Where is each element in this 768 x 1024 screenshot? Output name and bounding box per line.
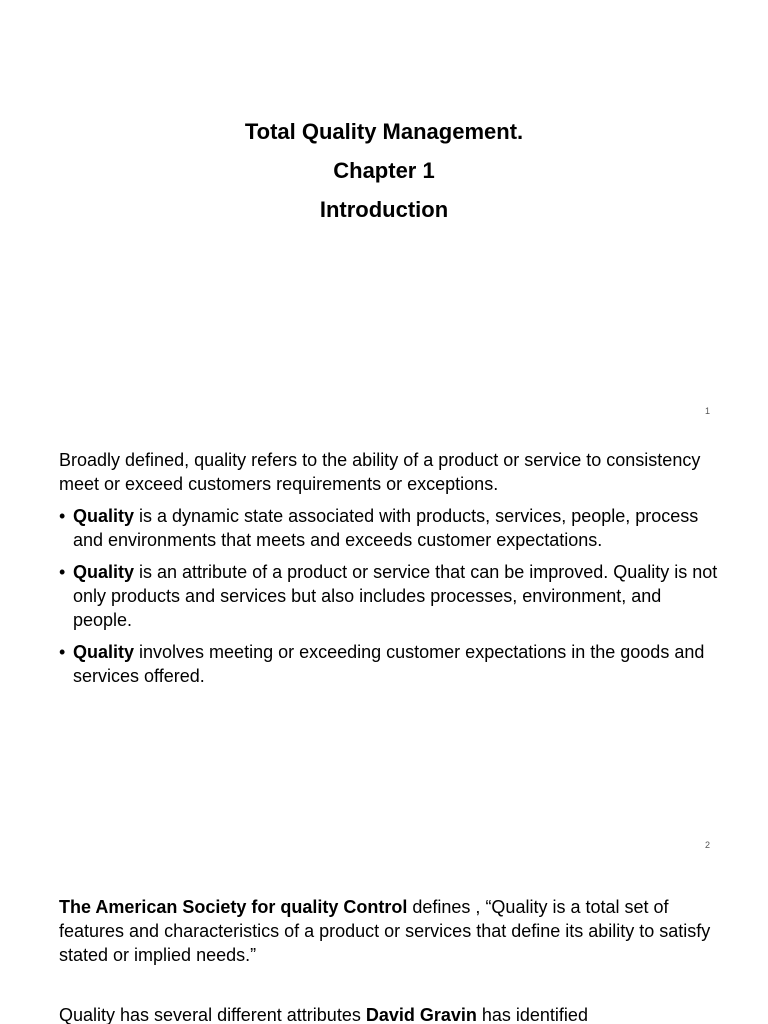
slide-2: [0, 430, 768, 860]
definition-paragraph: [59, 895, 719, 967]
slide-1: [0, 0, 768, 430]
slide-2-content: [59, 448, 719, 688]
title-line-3: Introduction: [319, 197, 449, 222]
definition-text: defines , “Quality is a total set of features and characteristics of a product or services that define its ability to satisfy stated or implied needs.”: [59, 897, 711, 965]
bullet-term: Quality: [73, 642, 135, 662]
title-line-2: Chapter 1: [333, 158, 435, 183]
attributes-text: Quality has several different attributes: [59, 1005, 366, 1024]
bullet-term: Quality: [73, 506, 135, 526]
bullet-term: Quality: [73, 562, 135, 582]
bullet-text: is a dynamic state associated with products, services, people, process and environments that meets and exceeds customer expectations.: [73, 506, 699, 550]
slide-3: [0, 860, 768, 1024]
attributes-text-after: has identified: [476, 1005, 588, 1024]
author-name: David Gravin: [365, 1005, 477, 1024]
intro-paragraph: Broadly defined, quality refers to the ability of a product or service to consistency meet or exceed customers requirements or exceptions.: [59, 450, 701, 494]
title-line-1: Total Quality Management.: [244, 119, 524, 144]
bullet-text: involves meeting or exceeding customer expectations in the goods and services offered.: [73, 642, 705, 686]
bullet-item: [59, 560, 719, 632]
bullet-icon: •: [59, 506, 66, 526]
bullet-item: [59, 504, 719, 552]
bullet-list: [59, 504, 719, 688]
attributes-paragraph: [59, 1003, 719, 1024]
page-number: 2: [704, 840, 710, 850]
bullet-text: is an attribute of a product or service that can be improved. Quality is not only products and services but also includes processes, environment, and people.: [73, 562, 718, 630]
bullet-item: [59, 640, 719, 688]
bullet-icon: •: [59, 562, 66, 582]
org-name: The American Society for quality Control: [59, 897, 408, 917]
slide-3-content: [59, 895, 719, 1024]
bullet-icon: •: [59, 642, 66, 662]
slide-title: [0, 112, 768, 229]
page-number: 1: [704, 406, 710, 416]
